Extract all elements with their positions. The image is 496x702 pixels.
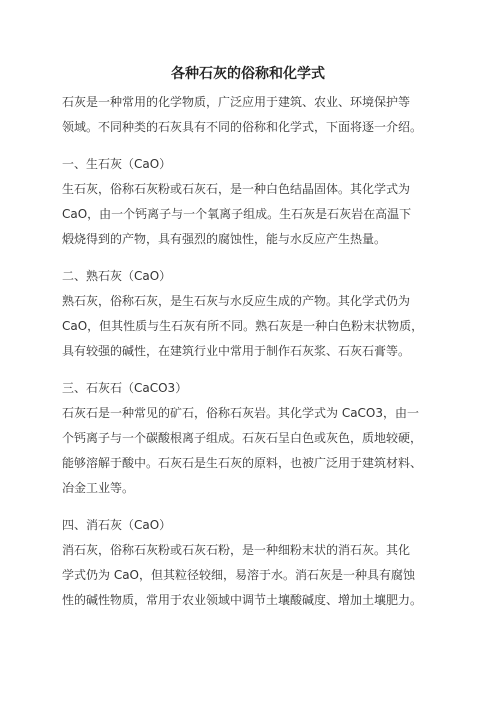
section-2-line-1: 熟石灰，俗称石灰，是生石灰与水反应生成的产物。其化学式仍为: [62, 294, 411, 308]
section-3-line-1: 石灰石是一种常见的矿石，俗称石灰岩。其化学式为 CaCO3，由一: [62, 406, 420, 420]
section-4-line-2: 学式仍为 CaO，但其粒径较细，易溶于水。消石灰是一种具有腐蚀: [62, 568, 415, 582]
section-3-heading: 三、石灰石（CaCO3）: [62, 381, 188, 395]
section-1-line-1: 生石灰，俗称石灰粉或石灰石，是一种白色结晶固体。其化学式为: [62, 182, 411, 196]
section-4-line-1: 消石灰，俗称石灰粉或石灰石粉，是一种细粉末状的消石灰。其化: [62, 543, 411, 557]
section-2-heading: 二、熟石灰（CaO）: [62, 269, 172, 283]
section-1-line-3: 煅烧得到的产物，具有强烈的腐蚀性，能与水反应产生热量。: [62, 232, 387, 246]
section-3-line-4: 冶金工业等。: [62, 481, 135, 495]
intro-line-1: 石灰是一种常用的化学物质，广泛应用于建筑、农业、环境保护等: [62, 95, 411, 109]
section-3-line-2: 个钙离子与一个碳酸根离子组成。石灰石呈白色或灰色，质地较硬，: [62, 431, 423, 445]
section-3-line-3: 能够溶解于酸中。石灰石是生石灰的原料，也被广泛用于建筑材料、: [62, 456, 423, 470]
intro-line-2: 领域。不同种类的石灰具有不同的俗称和化学式，下面将逐一介绍。: [62, 120, 423, 134]
section-2-line-3: 具有较强的碱性，在建筑行业中常用于制作石灰浆、石灰石膏等。: [62, 344, 411, 358]
section-1-line-2: CaO，由一个钙离子与一个氧离子组成。生石灰是石灰岩在高温下: [62, 207, 412, 221]
section-4-line-3: 性的碱性物质，常用于农业领域中调节土壤酸碱度、增加土壤肥力。: [62, 593, 423, 607]
section-2-line-2: CaO，但其性质与生石灰有所不同。熟石灰是一种白色粉末状物质，: [62, 319, 424, 333]
section-4-heading: 四、消石灰（CaO）: [62, 518, 172, 532]
document-title: 各种石灰的俗称和化学式: [171, 66, 325, 82]
section-1-heading: 一、生石灰（CaO）: [62, 157, 172, 171]
